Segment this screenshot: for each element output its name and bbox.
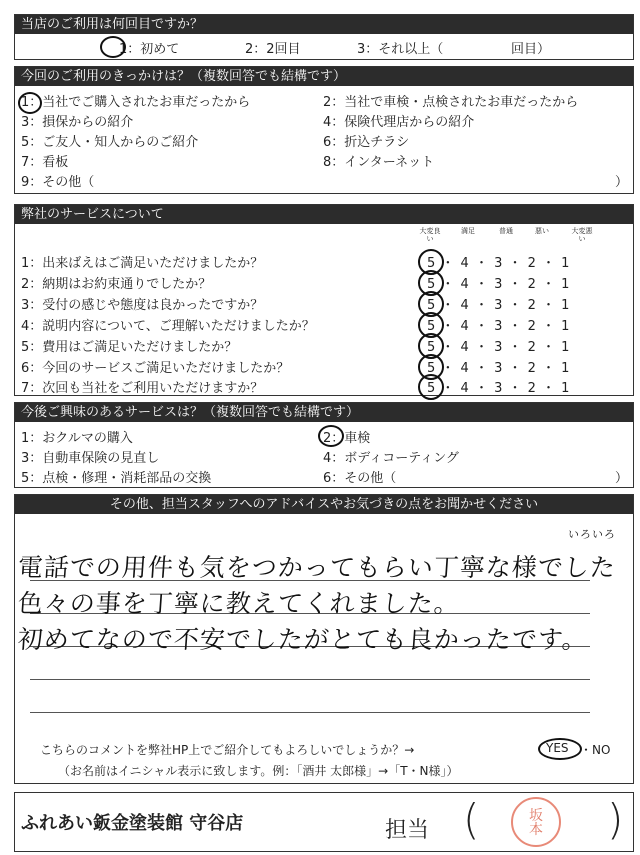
scale-label-normal: 普通 bbox=[499, 227, 513, 235]
comment-header: その他、担当スタッフへのアドバイスやお気づきの点をお聞かせください bbox=[15, 495, 633, 514]
consent-question: こちらのコメントを弊社HP上でご紹介してもよろしいでしょうか？→ bbox=[40, 743, 415, 757]
visit-count-header: 当店のご利用は何回目ですか？ bbox=[15, 15, 633, 34]
rating-row-3[interactable]: 5 ・ 4 ・ 3 ・ 2 ・ 1 bbox=[427, 298, 571, 313]
consent-yes-circle bbox=[538, 738, 582, 760]
scale-label-very-bad: 大変悪い bbox=[571, 227, 593, 243]
interest-option-4[interactable]: 4：ボディコーティング bbox=[323, 451, 459, 466]
consent-note: （お名前はイニシャル表示に致します。例：「酒井 太郎様」→「T・N様」） bbox=[58, 764, 459, 778]
staff-paren-open: ( bbox=[463, 795, 480, 844]
interest-option-3[interactable]: 3：自動車保険の見直し bbox=[21, 451, 160, 466]
question-3: 3：受付の感じや態度は良かったですか？ bbox=[21, 298, 264, 313]
handwritten-insertion: いろいろ bbox=[567, 528, 617, 541]
interest-option-6[interactable]: 6：その他（ bbox=[323, 471, 397, 486]
reason-option-2[interactable]: 2：当社で車検・点検されたお車だったから bbox=[323, 95, 579, 110]
question-2: 2：納期はお約束通りでしたか？ bbox=[21, 277, 212, 292]
rating-row-5[interactable]: 5 ・ 4 ・ 3 ・ 2 ・ 1 bbox=[427, 340, 571, 355]
service-rating-header: 弊社のサービスについて bbox=[15, 205, 633, 224]
interest-option-6-close: ） bbox=[615, 471, 629, 486]
selection-circle-interest-2 bbox=[318, 425, 344, 447]
interest-option-2[interactable]: 2：車検 bbox=[323, 431, 371, 446]
staff-name-stamp bbox=[511, 797, 561, 847]
rating-row-4[interactable]: 5 ・ 4 ・ 3 ・ 2 ・ 1 bbox=[427, 319, 571, 334]
reason-option-3[interactable]: 3：損保からの紹介 bbox=[21, 115, 134, 130]
consent-no[interactable]: ・NO bbox=[580, 743, 611, 757]
question-7: 7：次回も当社をご利用いただけますか？ bbox=[21, 381, 264, 396]
handwritten-comment-2: 色々の事を丁寧に教えてくれました。 bbox=[16, 589, 461, 618]
question-6: 6：今回のサービスご満足いただけましたか？ bbox=[21, 361, 290, 376]
staff-paren-close: ) bbox=[607, 795, 624, 844]
comment-line-5 bbox=[30, 712, 590, 713]
rating-row-1[interactable]: 5 ・ 4 ・ 3 ・ 2 ・ 1 bbox=[427, 256, 571, 271]
reason-option-6[interactable]: 6：折込チラシ bbox=[323, 135, 410, 150]
visit-option-more[interactable]: 3：それ以上（ bbox=[357, 42, 444, 57]
question-5: 5：費用はご満足いただけましたか？ bbox=[21, 340, 238, 355]
reason-option-9[interactable]: 9：その他（ bbox=[21, 175, 95, 190]
reason-option-8[interactable]: 8：インターネット bbox=[323, 155, 435, 170]
visit-option-first[interactable]: 1：初めて bbox=[119, 42, 180, 57]
comment-line-4 bbox=[30, 679, 590, 680]
store-name: ふれあい鈑金塗装館 守谷店 bbox=[21, 813, 244, 834]
visit-option-more-suffix: 回目） bbox=[511, 42, 551, 57]
interest-option-5[interactable]: 5：点検・修理・消耗部品の交換 bbox=[21, 471, 212, 486]
reason-option-9-close: ） bbox=[615, 175, 629, 190]
scale-label-satisfied: 満足 bbox=[461, 227, 475, 235]
footer-box bbox=[14, 792, 634, 852]
reason-option-1[interactable]: 1：当社でご購入されたお車だったから bbox=[21, 95, 251, 110]
interest-header: 今後ご興味のあるサービスは？（複数回答でも結構です） bbox=[15, 403, 633, 422]
staff-label: 担当 bbox=[385, 818, 430, 843]
rating-row-7[interactable]: 5 ・ 4 ・ 3 ・ 2 ・ 1 bbox=[427, 381, 571, 396]
scale-label-bad: 悪い bbox=[535, 227, 549, 235]
service-rating-section bbox=[14, 204, 634, 396]
reason-option-7[interactable]: 7：看板 bbox=[21, 155, 69, 170]
consent-yes[interactable]: YES bbox=[546, 741, 569, 755]
reason-option-5[interactable]: 5：ご友人・知人からのご紹介 bbox=[21, 135, 199, 150]
reason-header: 今回のご利用のきっかけは？（複数回答でも結構です） bbox=[15, 67, 633, 86]
question-1: 1：出来ばえはご満足いただけましたか？ bbox=[21, 256, 264, 271]
reason-option-4[interactable]: 4：保険代理店からの紹介 bbox=[323, 115, 475, 130]
rating-row-2[interactable]: 5 ・ 4 ・ 3 ・ 2 ・ 1 bbox=[427, 277, 571, 292]
visit-option-second[interactable]: 2：2回目 bbox=[245, 42, 301, 57]
selection-circle-first-visit bbox=[100, 36, 126, 58]
handwritten-comment-3: 初めてなので不安でしたがとても良かったです。 bbox=[16, 625, 589, 654]
scale-label-very-good: 大変良い bbox=[419, 227, 441, 243]
question-4: 4：説明内容について、ご理解いただけましたか？ bbox=[21, 319, 315, 334]
stamp-text: 坂本 bbox=[529, 808, 543, 838]
rating-circle-q7 bbox=[418, 374, 444, 400]
handwritten-comment-1: 電話での用件も気をつかってもらい丁寧な様でした bbox=[16, 553, 617, 582]
interest-option-1[interactable]: 1：おクルマの購入 bbox=[21, 431, 133, 446]
selection-circle-reason-1 bbox=[18, 92, 42, 114]
rating-row-6[interactable]: 5 ・ 4 ・ 3 ・ 2 ・ 1 bbox=[427, 361, 571, 376]
reason-section bbox=[14, 66, 634, 194]
